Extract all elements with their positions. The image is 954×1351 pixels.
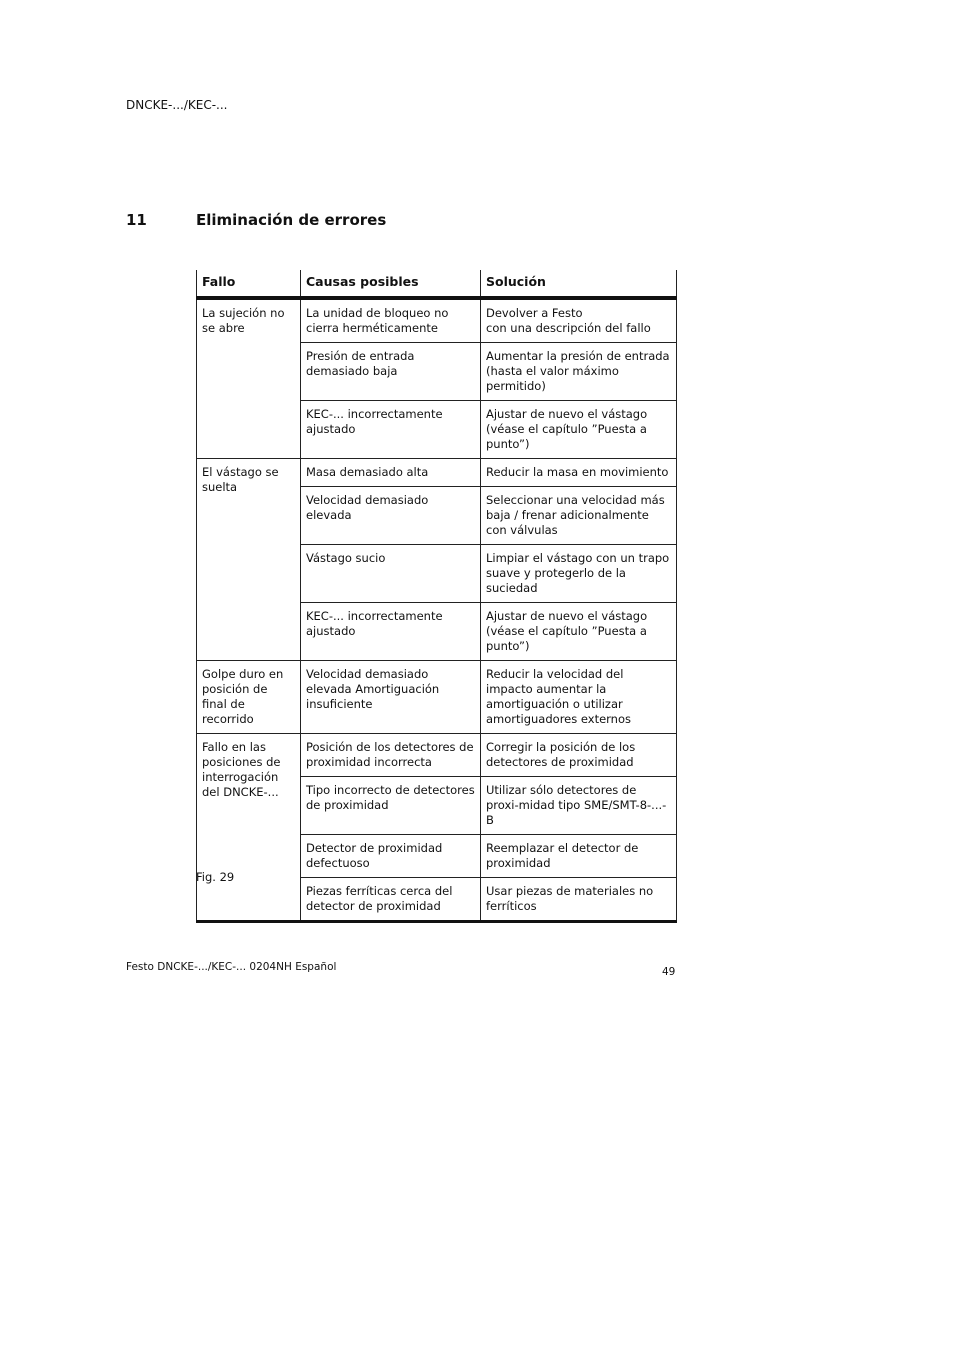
table-row bbox=[197, 661, 677, 734]
fault-cell: El vástago se suelta bbox=[197, 459, 301, 661]
cause-cell: Velocidad demasiado elevada bbox=[301, 487, 481, 545]
section-title: Eliminación de errores bbox=[196, 211, 387, 229]
cause-cell: Masa demasiado alta bbox=[301, 459, 481, 487]
cause-cell: KEC-... incorrectamente ajustado bbox=[301, 603, 481, 661]
table-header-row bbox=[197, 270, 677, 298]
cause-cell: Presión de entrada demasiado baja bbox=[301, 343, 481, 401]
fault-cell: La sujeción no se abre bbox=[197, 298, 301, 459]
cause-cell: Vástago sucio bbox=[301, 545, 481, 603]
solution-cell: Limpiar el vástago con un trapo suave y protegerlo de la suciedad bbox=[481, 545, 677, 603]
section-number: 11 bbox=[126, 211, 147, 229]
cause-cell: Posición de los detectores de proximidad incorrecta bbox=[301, 734, 481, 777]
section-heading bbox=[126, 211, 386, 229]
cause-cell: Tipo incorrecto de detectores de proximidad bbox=[301, 777, 481, 835]
solution-cell: Reducir la masa en movimiento bbox=[481, 459, 677, 487]
table-body bbox=[197, 298, 677, 922]
table-row bbox=[197, 298, 677, 343]
solution-cell: Seleccionar una velocidad más baja / frenar adicionalmente con válvulas bbox=[481, 487, 677, 545]
solution-cell: Usar piezas de materiales no ferríticos bbox=[481, 878, 677, 922]
running-header: DNCKE-.../KEC-... bbox=[126, 98, 228, 112]
cause-cell: KEC-... incorrectamente ajustado bbox=[301, 401, 481, 459]
footer-document-id: Festo DNCKE-.../KEC-... 0204NH Español bbox=[126, 961, 337, 973]
cause-cell: La unidad de bloqueo no cierra herméticamente bbox=[301, 298, 481, 343]
fault-cell: Fallo en las posiciones de interrogación del DNCKE-... bbox=[197, 734, 301, 922]
column-header-cause: Causas posibles bbox=[301, 270, 481, 298]
page-number: 49 bbox=[662, 966, 676, 978]
column-header-solution: Solución bbox=[481, 270, 677, 298]
table-row bbox=[197, 734, 677, 777]
solution-cell: Reemplazar el detector de proximidad bbox=[481, 835, 677, 878]
troubleshooting-table-container bbox=[196, 270, 676, 923]
solution-cell: Utilizar sólo detectores de proxi-midad tipo SME/SMT-8-...-B bbox=[481, 777, 677, 835]
solution-cell: Ajustar de nuevo el vástago (véase el capítulo ”Puesta a punto”) bbox=[481, 603, 677, 661]
figure-caption: Fig. 29 bbox=[196, 870, 235, 884]
solution-cell: Aumentar la presión de entrada (hasta el valor máximo permitido) bbox=[481, 343, 677, 401]
cause-cell: Piezas ferríticas cerca del detector de proximidad bbox=[301, 878, 481, 922]
solution-cell: Ajustar de nuevo el vástago (véase el capítulo ”Puesta a punto”) bbox=[481, 401, 677, 459]
cause-cell: Detector de proximidad defectuoso bbox=[301, 835, 481, 878]
solution-cell: Corregir la posición de los detectores de proximidad bbox=[481, 734, 677, 777]
fault-cell: Golpe duro en posición de final de recorrido bbox=[197, 661, 301, 734]
solution-cell: Devolver a Festo con una descripción del fallo bbox=[481, 298, 677, 343]
solution-cell: Reducir la velocidad del impacto aumentar la amortiguación o utilizar amortiguadores externos bbox=[481, 661, 677, 734]
table-row bbox=[197, 459, 677, 487]
cause-cell: Velocidad demasiado elevada Amortiguación insuficiente bbox=[301, 661, 481, 734]
troubleshooting-table bbox=[196, 270, 677, 923]
column-header-fault: Fallo bbox=[197, 270, 301, 298]
